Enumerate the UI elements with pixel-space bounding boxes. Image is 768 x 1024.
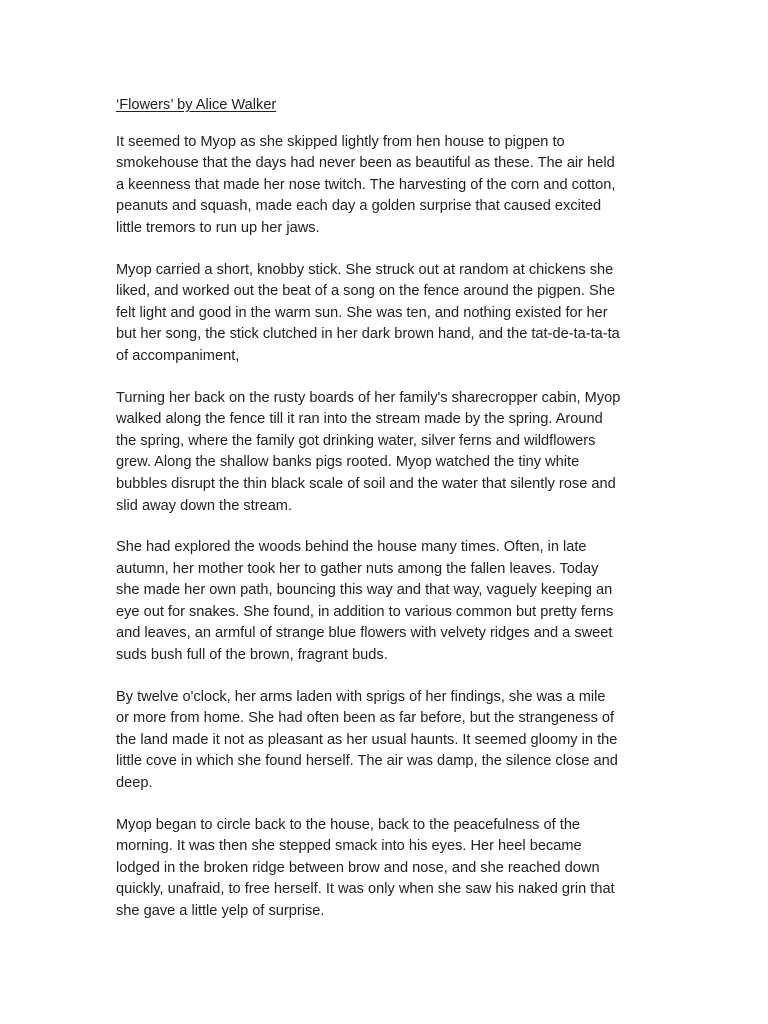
text-line: felt light and good in the warm sun. She was ten, and nothing existed for her bbox=[116, 304, 608, 321]
text-line: Turning her back on the rusty boards of her family's sharecropper cabin, Myop bbox=[116, 389, 621, 406]
document-title: ‘Flowers’ by Alice Walker bbox=[116, 97, 277, 113]
text-line: lodged in the broken ridge between brow and nose, and she reached down bbox=[116, 859, 600, 876]
text-line: but her song, the stick clutched in her dark brown hand, and the tat-de-ta-ta-ta bbox=[116, 326, 620, 343]
text-line: It seemed to Myop as she skipped lightly from hen house to pigpen to bbox=[116, 133, 565, 150]
text-line: autumn, her mother took her to gather nuts among the fallen leaves. Today bbox=[116, 560, 599, 577]
text-line: the land made it not as pleasant as her usual haunts. It seemed gloomy in the bbox=[116, 731, 618, 748]
text-line: walked along the fence till it ran into the stream made by the spring. Around bbox=[116, 411, 603, 428]
document-body bbox=[116, 95, 656, 943]
text-line: little tremors to run up her jaws. bbox=[116, 219, 320, 236]
text-line: quickly, unafraid, to free herself. It was only when she saw his naked grin that bbox=[116, 881, 615, 898]
text-line: She had explored the woods behind the house many times. Often, in late bbox=[116, 539, 587, 556]
text-line: slid away down the stream. bbox=[116, 497, 293, 514]
text-line: or more from home. She had often been as far before, but the strangeness of bbox=[116, 710, 615, 727]
text-line: peanuts and squash, made each day a golden surprise that caused excited bbox=[116, 198, 602, 215]
text-line: smokehouse that the days had never been as beautiful as these. The air held bbox=[116, 155, 615, 172]
text-line: the spring, where the family got drinking water, silver ferns and wildflowers bbox=[116, 432, 596, 449]
text-line: liked, and worked out the beat of a song on the fence around the pigpen. She bbox=[116, 283, 615, 300]
text-line: she gave a little yelp of surprise. bbox=[116, 903, 325, 919]
text-line: By twelve o'clock, her arms laden with sprigs of her findings, she was a mile bbox=[116, 688, 606, 705]
text-line: morning. It was then she stepped smack into his eyes. Her heel became bbox=[116, 838, 582, 855]
text-line: a keenness that made her nose twitch. The harvesting of the corn and cotton, bbox=[116, 176, 616, 193]
text-line: she made her own path, bouncing this way and that way, vaguely keeping an bbox=[116, 582, 613, 599]
text-line: grew. Along the shallow banks pigs rooted. Myop watched the tiny white bbox=[116, 454, 580, 471]
text-line: of accompaniment, bbox=[116, 347, 240, 364]
text-line: eye out for snakes. She found, in addition to various common but pretty ferns bbox=[116, 603, 614, 620]
paragraph-2 bbox=[116, 260, 656, 368]
text-line: bubbles disrupt the thin black scale of soil and the water that silently rose and bbox=[116, 475, 616, 492]
paragraph-6 bbox=[116, 815, 656, 923]
paragraph-4 bbox=[116, 537, 656, 667]
text-line: deep. bbox=[116, 775, 153, 792]
text-line: suds bush full of the brown, fragrant buds. bbox=[116, 647, 388, 664]
paragraph-1 bbox=[116, 132, 656, 240]
paragraph-5 bbox=[116, 687, 656, 795]
text-line: Myop began to circle back to the house, back to the peacefulness of the bbox=[116, 816, 581, 833]
text-line: and leaves, an armful of strange blue flowers with velvety ridges and a sweet bbox=[116, 625, 613, 642]
text-line: Myop carried a short, knobby stick. She struck out at random at chickens she bbox=[116, 261, 614, 278]
text-line: little cove in which she found herself. The air was damp, the silence close and bbox=[116, 753, 618, 770]
paragraph-3 bbox=[116, 388, 656, 518]
